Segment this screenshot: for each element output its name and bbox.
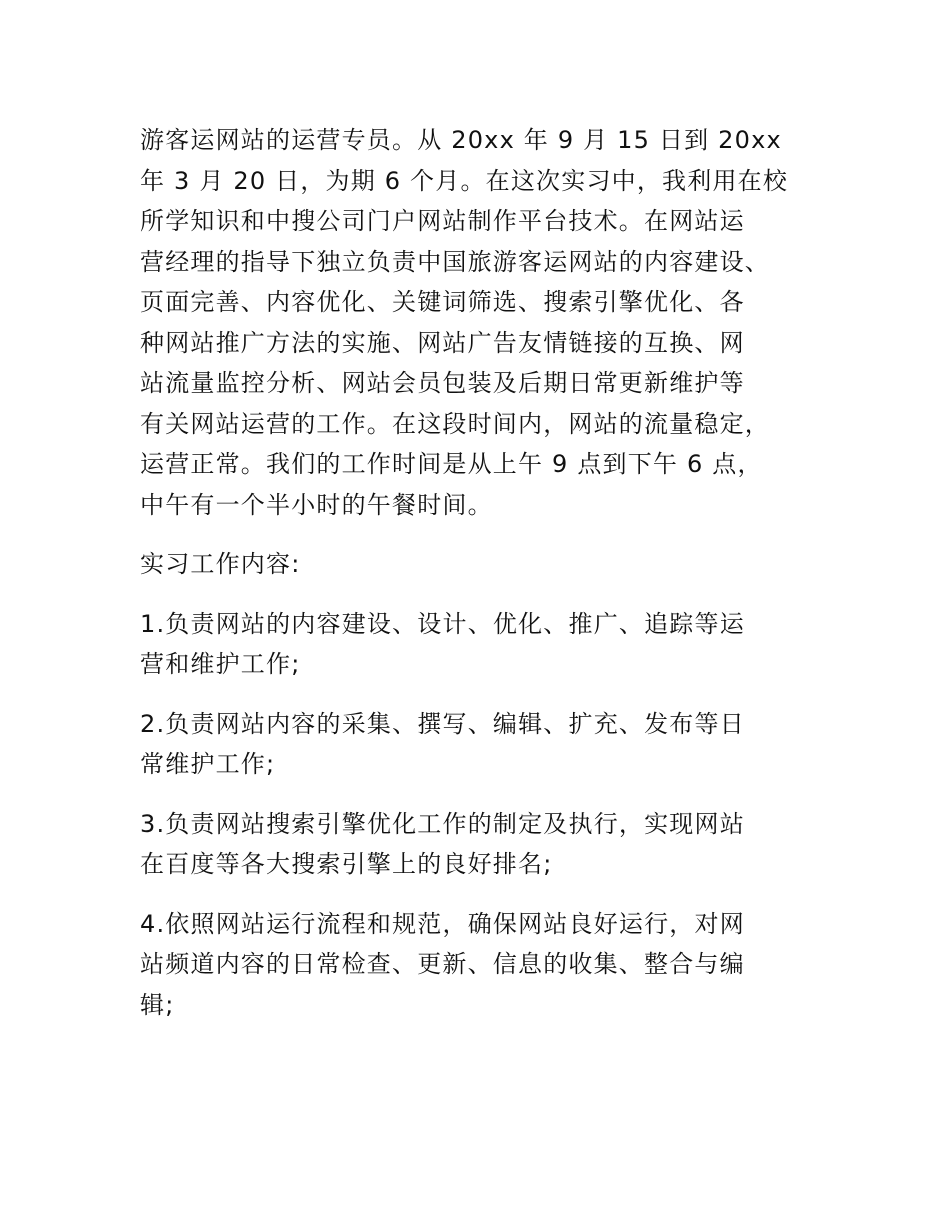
list-item: 4.依照网站运行流程和规范，确保网站良好运行，对网 站频道内容的日常检查、更新、信息的收集、整合与编 辑;	[140, 909, 745, 1019]
list-item: 1.负责网站的内容建设、设计、优化、推广、追踪等运 营和维护工作;	[140, 609, 745, 678]
section-heading: 实习工作内容:	[140, 550, 301, 578]
intro-paragraph: 游客运网站的运营专员。从 20xx 年 9 月 15 日到 20xx 年 3 月 20 日，为期 6 个月。在这次实习中，我利用在校 所学知识和中搜公司门户网站制作平台技术。在网站运 营经理的指导下独立负责中国旅游客运网站的内容建设、 页面完善、内容优化、关键词筛选、搜索引擎优化、各 种网站推广方法的实施、网站广告友情链接的互换、网 站流量监控分析、网站会员包装及后期日常更新维护等 有关网站运营的工作。在这段时间内，网站的流量稳定， 运营正常。我们的工作时间是从上午 9 点到下午 6 点， 中午有一个半小时的午餐时间。	[140, 126, 789, 519]
list-item: 3.负责网站搜索引擎优化工作的制定及执行，实现网站 在百度等各大搜索引擎上的良好排名;	[140, 809, 745, 878]
document-body	[140, 120, 820, 1025]
list-item: 2.负责网站内容的采集、撰写、编辑、扩充、发布等日 常维护工作;	[140, 709, 745, 778]
